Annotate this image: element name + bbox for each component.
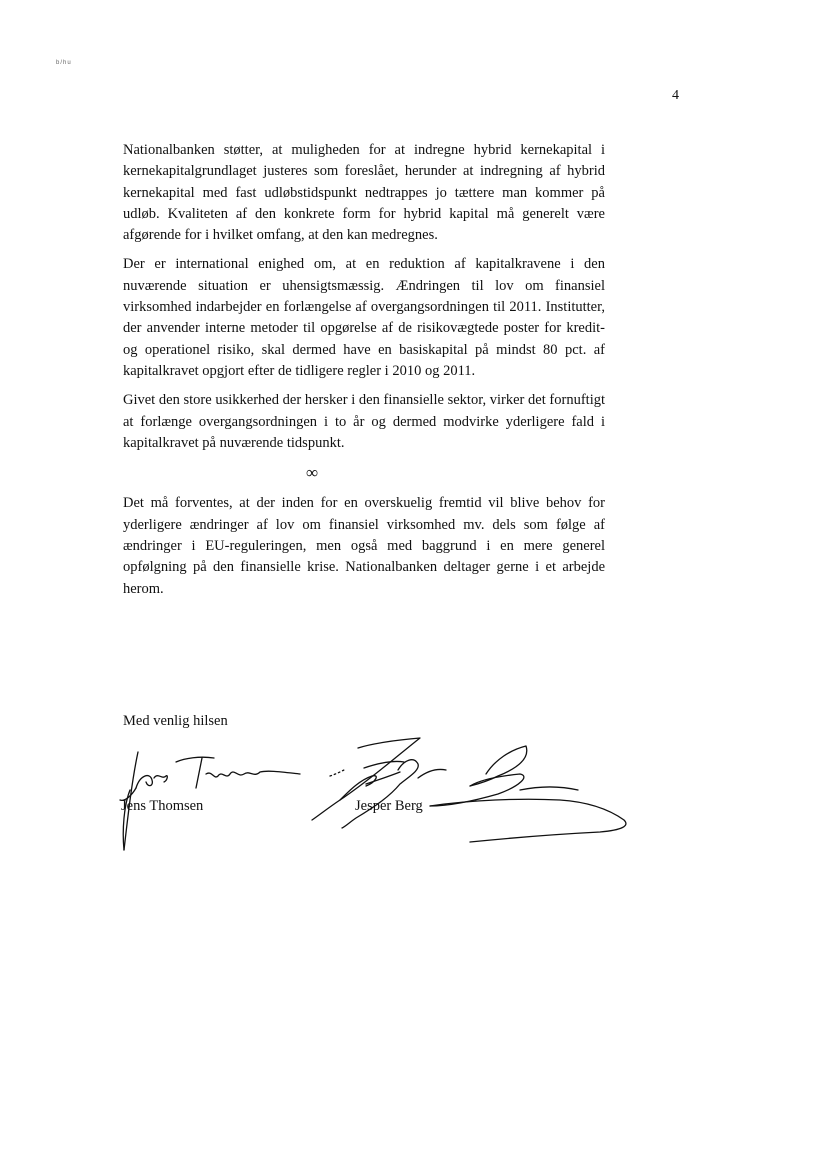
section-separator: ∞: [305, 463, 319, 483]
paragraph-future-changes: Det må forventes, at der inden for en overskuelig fremtid vil blive behov for yderligere ændringer af lov om finansiel virksomhed mv. dels som følge af ændringer i EU-reguleringen, men også med baggrund i en mere generel opfølgning på den finansielle krise. Nationalbanken deltager gerne i et arbejde herom.: [123, 495, 605, 597]
paragraph-transition-extension: Givet den store usikkerhed der hersker i den finansielle sektor, virker det fornuftigt at forlænge overgangsordningen i to år og dermed modvirke yderligere fald i kapitalkravet på nuværende tidspunkt.: [123, 392, 605, 451]
paragraph-capital-requirements: Der er international enighed om, at en reduktion af kapitalkravene i den nuværende situation er uhensigtsmæssig. Ændringen til lov om finansiel virksomhed indarbejder en forlængelse af overgangsordningen til 2011. Institutter, der anvender interne metoder til opgørelse af de risikovægtede poster for kredit- og operationel risiko, skal dermed have en basiskapital på mindst 80 pct. af kapitalkravet opgjort efter de tidligere regler i 2010 og 2011.: [123, 256, 605, 379]
signature-jesper-berg: [312, 738, 626, 842]
page-number: 4: [672, 88, 679, 103]
paragraph-hybrid-capital: Nationalbanken støtter, at muligheden for at indregne hybrid kernekapital i kernekapitalgrundlaget justeres som foreslået, herunder at indregning af hybrid kernekapital med fast udløbstidspunkt nedtrappes jo tættere man kommer på udløb. Kvaliteten af den konkrete form for hybrid kapital må generelt være afgørende for i hvilket omfang, at den kan medregnes.: [123, 142, 605, 244]
signer-name-jesper-berg: Jesper Berg: [355, 798, 423, 814]
document-initials: b/hu: [56, 60, 72, 66]
signer-name-jens-thomsen: Jens Thomsen: [121, 798, 204, 814]
closing-greeting: Med venlig hilsen: [123, 713, 228, 729]
